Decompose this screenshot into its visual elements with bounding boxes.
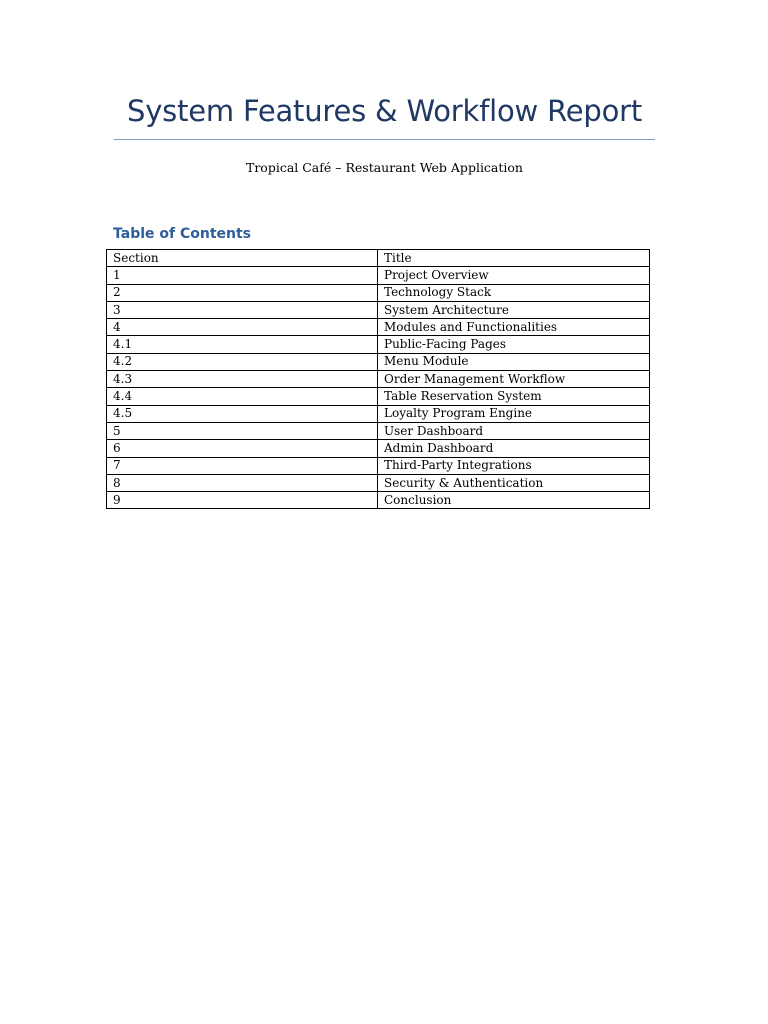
toc-row	[107, 492, 650, 509]
toc-section-cell: 7	[107, 457, 378, 474]
document-subtitle: Tropical Café – Restaurant Web Application	[245, 160, 523, 175]
toc-title-cell: Public-Facing Pages	[378, 336, 650, 353]
toc-row	[107, 457, 650, 474]
toc-title-cell: Table Reservation System	[378, 388, 650, 405]
toc-section-cell: 8	[107, 474, 378, 491]
toc-section-cell: 4.4	[107, 388, 378, 405]
toc-title-cell: Conclusion	[378, 492, 650, 509]
toc-row	[107, 371, 650, 388]
toc-row	[107, 353, 650, 370]
toc-table	[106, 249, 650, 509]
toc-title-cell: Order Management Workflow	[378, 371, 650, 388]
toc-section-cell: 3	[107, 301, 378, 318]
toc-row	[107, 474, 650, 491]
toc-row	[107, 267, 650, 284]
toc-row	[107, 284, 650, 301]
toc-section-cell: 1	[107, 267, 378, 284]
toc-row	[107, 405, 650, 422]
toc-title-cell: Modules and Functionalities	[378, 319, 650, 336]
toc-row	[107, 301, 650, 318]
toc-section-cell: 4.3	[107, 371, 378, 388]
toc-section-cell: 4.1	[107, 336, 378, 353]
toc-title-cell: Security & Authentication	[378, 474, 650, 491]
title-underline	[114, 139, 655, 140]
toc-title-cell: Project Overview	[378, 267, 650, 284]
toc-section-cell: 2	[107, 284, 378, 301]
toc-section-cell: 4.2	[107, 353, 378, 370]
toc-row	[107, 336, 650, 353]
toc-title-cell: Third-Party Integrations	[378, 457, 650, 474]
toc-header-section: Section	[107, 250, 378, 267]
toc-title-cell: Admin Dashboard	[378, 440, 650, 457]
toc-title-cell: Loyalty Program Engine	[378, 405, 650, 422]
toc-title-cell: Menu Module	[378, 353, 650, 370]
toc-row	[107, 440, 650, 457]
toc-heading: Table of Contents	[113, 226, 252, 242]
toc-row	[107, 388, 650, 405]
toc-title-cell: System Architecture	[378, 301, 650, 318]
toc-row	[107, 319, 650, 336]
toc-section-cell: 6	[107, 440, 378, 457]
toc-section-cell: 5	[107, 422, 378, 439]
toc-header-title: Title	[378, 250, 650, 267]
toc-title-cell: Technology Stack	[378, 284, 650, 301]
toc-table-body	[107, 250, 650, 509]
toc-title-cell: User Dashboard	[378, 422, 650, 439]
document-title: System Features & Workflow Report	[126, 94, 643, 128]
toc-section-cell: 9	[107, 492, 378, 509]
toc-header-row	[107, 250, 650, 267]
toc-section-cell: 4.5	[107, 405, 378, 422]
toc-row	[107, 422, 650, 439]
toc-section-cell: 4	[107, 319, 378, 336]
